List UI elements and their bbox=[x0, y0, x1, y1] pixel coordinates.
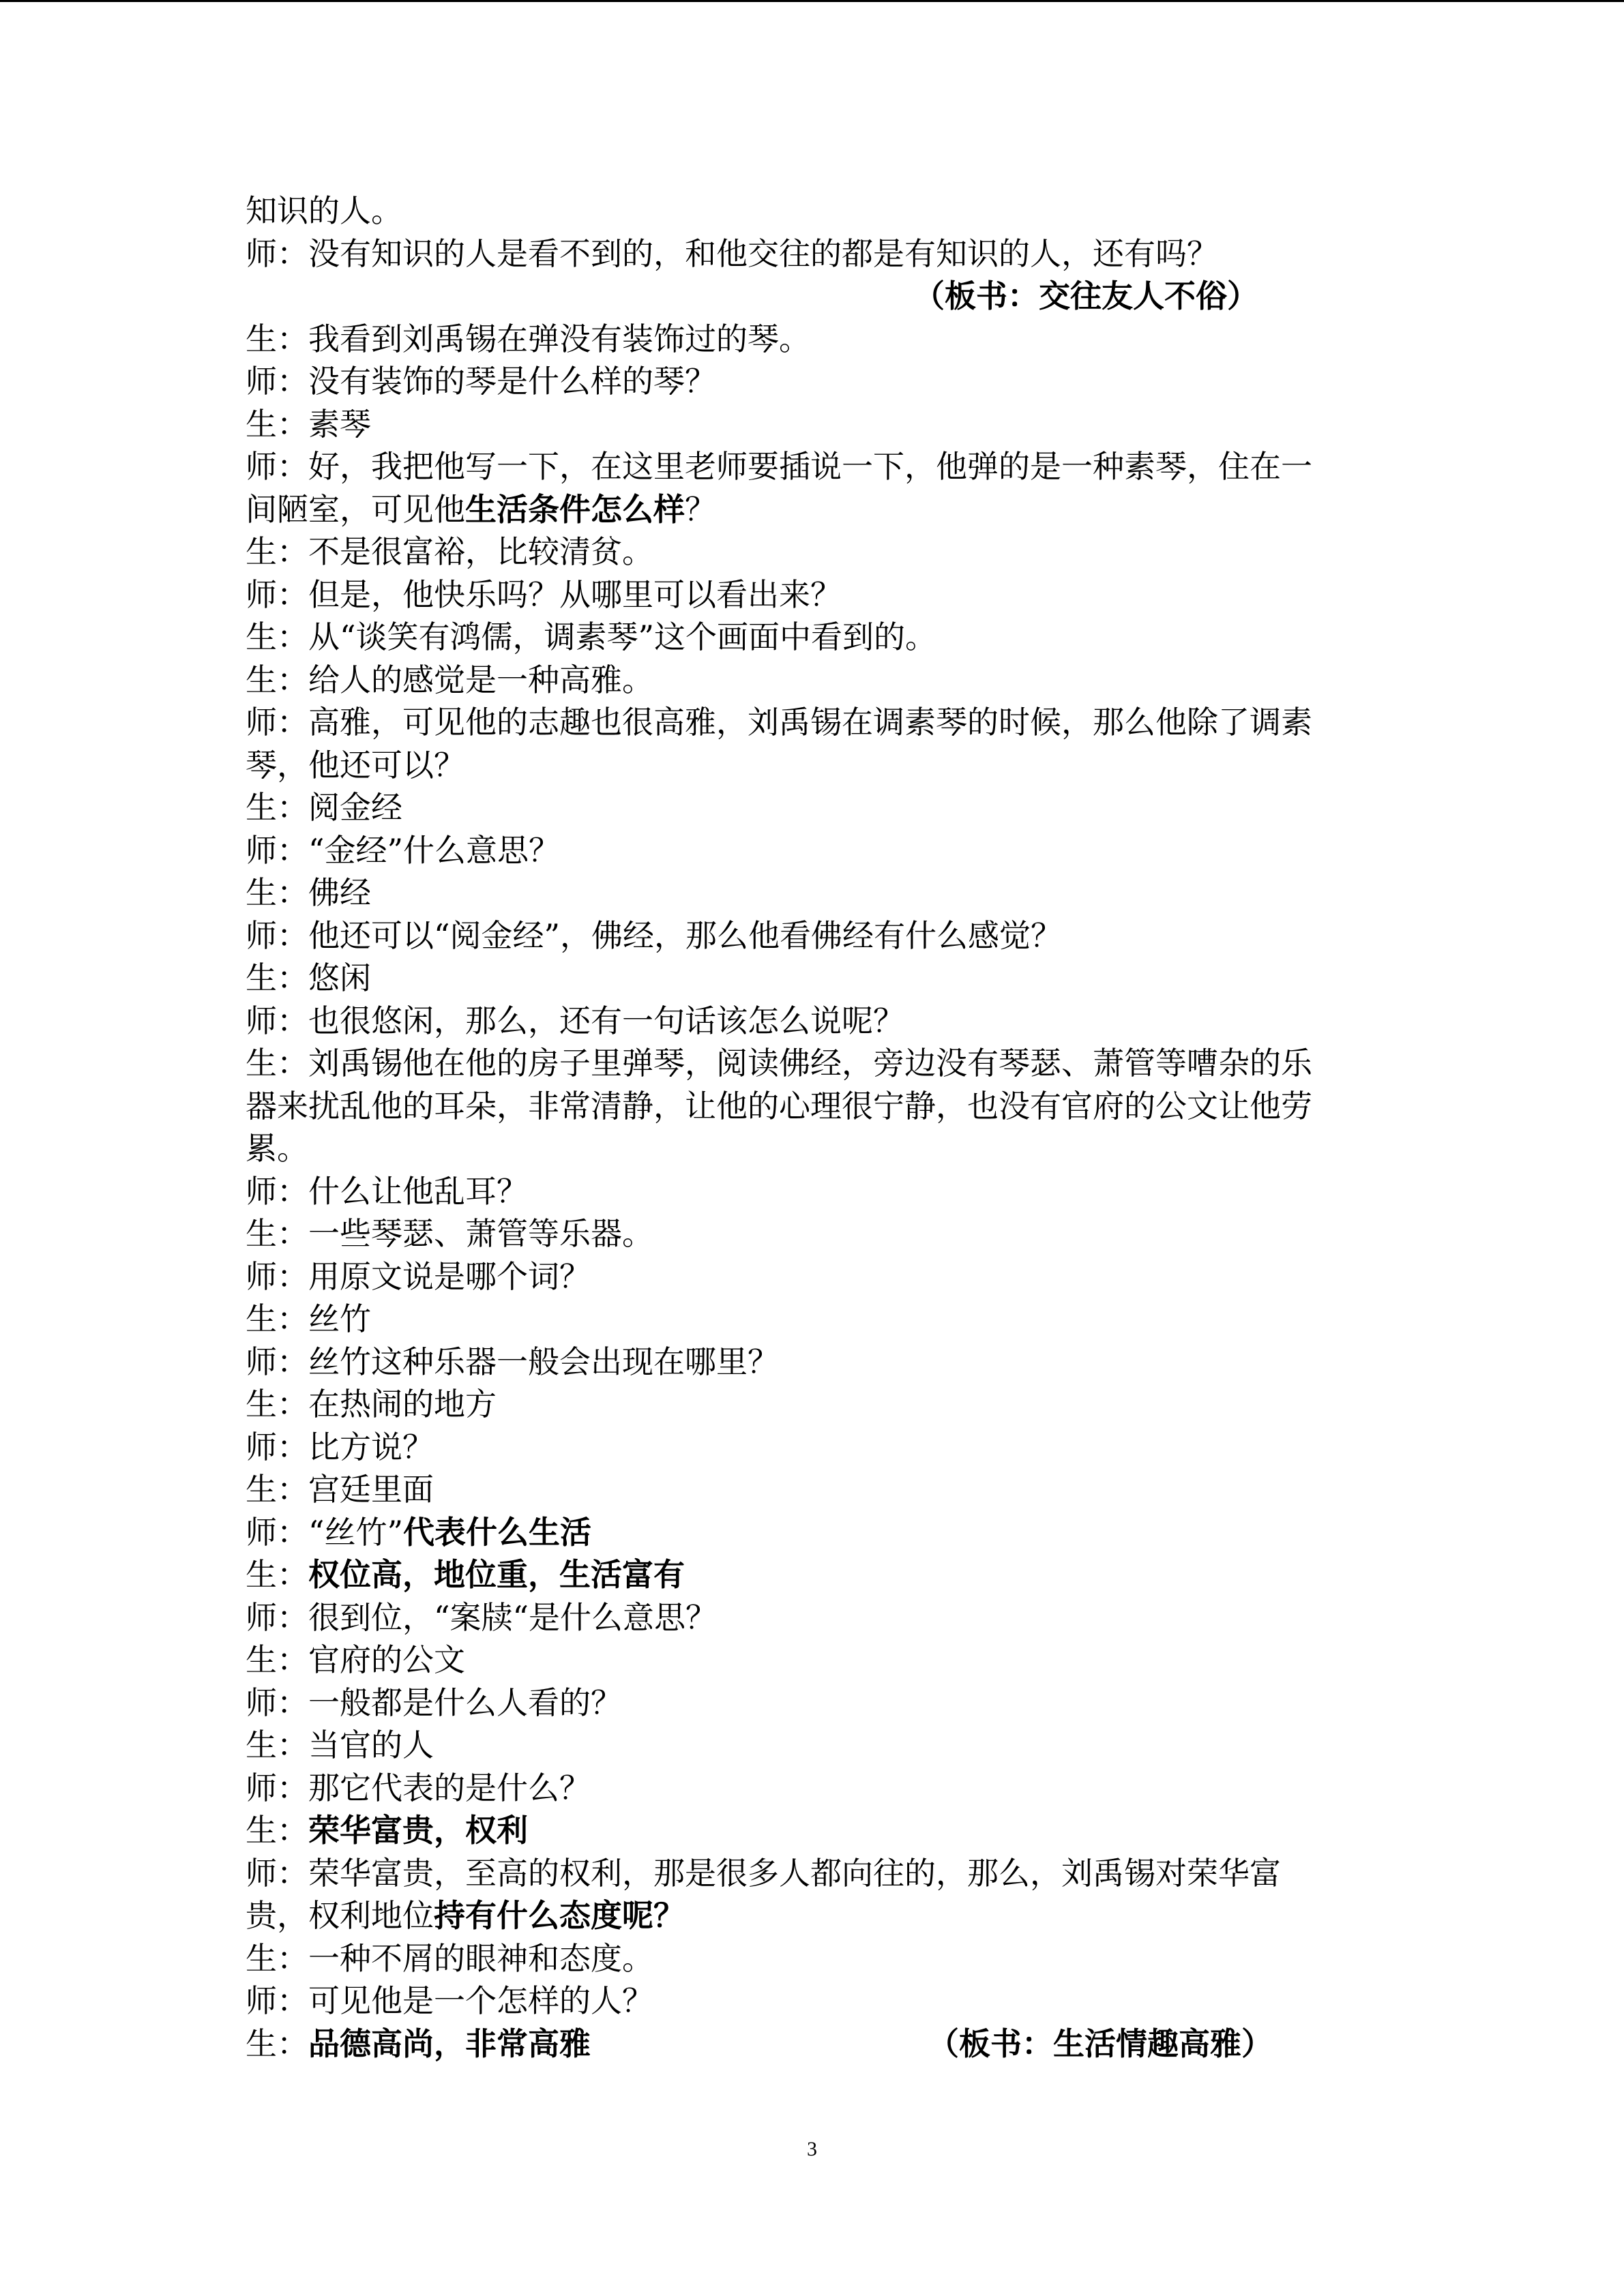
text-line: 生：从“谈笑有鸿儒，调素琴”这个画面中看到的。 bbox=[246, 618, 937, 655]
text-line: 琴，他还可以？ bbox=[246, 746, 465, 784]
text-line: 师：什么让他乱耳？ bbox=[246, 1172, 528, 1210]
text-line: 生：当官的人 bbox=[246, 1727, 434, 1763]
text-line: 师：“金经”什么意思？ bbox=[246, 831, 561, 869]
text-line: 师：很到位，“案牍“是什么意思？ bbox=[246, 1598, 718, 1636]
text-line: 生：品德高尚，非常高雅 （板书：生活情趣高雅） bbox=[246, 2023, 1364, 2066]
text-line: 师：好，我把他写一下，在这里老师要插说一下，他弹的是一种素琴，住在一 bbox=[246, 448, 1312, 485]
text-line: 生：我看到刘禹锡在弹没有装饰过的琴。 bbox=[246, 320, 810, 357]
text-line: 生：在热闹的地方 bbox=[246, 1386, 497, 1422]
text-line: 生：阅金经 bbox=[246, 789, 402, 826]
text-line: 生：官府的公文 bbox=[246, 1641, 465, 1678]
text-line: 师：也很悠闲，那么，还有一句话该怎么说呢？ bbox=[246, 1002, 904, 1039]
text-line: 生：刘禹锡他在他的房子里弹琴，阅读佛经，旁边没有琴瑟、萧管等嘈杂的乐 bbox=[246, 1045, 1312, 1082]
text-line: 贵，权利地位持有什么态度呢？ bbox=[246, 1897, 685, 1934]
text-line: 师：可见他是一个怎样的人？ bbox=[246, 1982, 653, 2019]
text-line: 间陋室，可见他生活条件怎么样？ bbox=[246, 490, 716, 528]
board-note: （板书：生活情趣高雅） bbox=[928, 2025, 1273, 2062]
text-line: 师：但是，他快乐吗？从哪里可以看出来？ bbox=[246, 576, 842, 613]
page-number: 3 bbox=[807, 2138, 817, 2160]
text-line: 器来扰乱他的耳朵，非常清静，让他的心理很宁静，也没有官府的公文让他劳 bbox=[246, 1087, 1312, 1124]
text-line: 师：他还可以“阅金经”，佛经，那么他看佛经有什么感觉？ bbox=[246, 916, 1063, 954]
text-line: 师：用原文说是哪个词？ bbox=[246, 1257, 591, 1295]
text-line: 累。 bbox=[246, 1130, 308, 1167]
text-line: 师：高雅，可见他的志趣也很高雅，刘禹锡在调素琴的时候，那么他除了调素 bbox=[246, 704, 1312, 741]
text-line: 知识的人。 bbox=[246, 192, 402, 229]
text-line: 生：丝竹 bbox=[246, 1300, 371, 1337]
text-line: 生：宫廷里面 bbox=[246, 1471, 434, 1508]
text-line: 生：一些琴瑟、萧管等乐器。 bbox=[246, 1215, 653, 1252]
board-note: （板书：交往友人不俗） bbox=[913, 278, 1258, 314]
text-line: 生：荣华富贵，权利 bbox=[246, 1812, 528, 1849]
top-border bbox=[0, 0, 1624, 2]
text-line: 师：那它代表的是什么？ bbox=[246, 1769, 591, 1806]
text-line: 生：素琴 bbox=[246, 405, 371, 443]
text-line: 师：荣华富贵，至高的权利，那是很多人都向往的，那么，刘禹锡对荣华富 bbox=[246, 1854, 1281, 1892]
text-line: 生：不是很富裕，比较清贫。 bbox=[246, 533, 653, 570]
text-line: 师：没有装饰的琴是什么样的琴？ bbox=[246, 363, 716, 400]
text-line: 师：一般都是什么人看的？ bbox=[246, 1684, 622, 1721]
text-line: 师：没有知识的人是看不到的，和他交往的都是有知识的人，还有吗？ bbox=[246, 235, 1218, 272]
text-line: 师：丝竹这种乐器一般会出现在哪里？ bbox=[246, 1343, 779, 1380]
text-line: 生：佛经 bbox=[246, 874, 371, 911]
text-line: 师：比方说？ bbox=[246, 1428, 434, 1465]
text-line: 生：权位高，地位重，生活富有 bbox=[246, 1556, 685, 1593]
document-body bbox=[246, 190, 1364, 2065]
text-line: 师：“丝竹”代表什么生活 bbox=[246, 1513, 592, 1551]
text-line: 生：一种不屑的眼神和态度。 bbox=[246, 1939, 653, 1977]
text-line: 生：悠闲 bbox=[246, 959, 371, 996]
text-line: 生：给人的感觉是一种高雅。 bbox=[246, 661, 653, 698]
